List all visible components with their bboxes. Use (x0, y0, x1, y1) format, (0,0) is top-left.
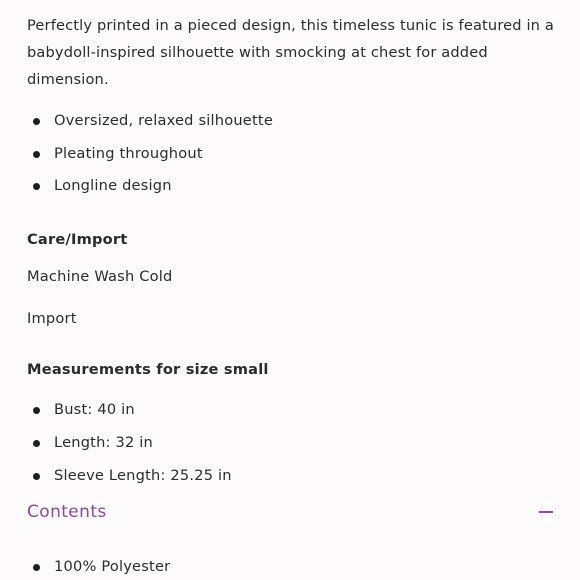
bullet-icon (33, 183, 40, 190)
contents-list (27, 556, 170, 578)
list-item (27, 465, 232, 487)
bullet-icon (33, 151, 40, 158)
contents-text: 100% Polyester (54, 558, 171, 575)
measurement-text: Length: 32 in (54, 434, 154, 451)
list-item (27, 399, 232, 421)
minus-icon[interactable] (539, 511, 553, 513)
bullet-icon (33, 440, 40, 447)
product-description: Perfectly printed in a pieced design, this timeless tunic is featured in a babydoll-inspired silhouette with smocking at chest for added dimension. (27, 17, 554, 88)
contents-accordion-header[interactable] (27, 499, 555, 525)
measurement-text: Sleeve Length: 25.25 in (54, 467, 232, 484)
list-item (27, 110, 273, 132)
contents-toggle-button[interactable]: Contents (27, 499, 107, 525)
measurements-heading: Measurements for size small (27, 361, 269, 378)
measurement-text: Bust: 40 in (54, 401, 135, 418)
care-heading: Care/Import (27, 231, 128, 248)
list-item (27, 175, 273, 197)
care-wash-text: Machine Wash Cold (27, 268, 173, 285)
list-item (27, 432, 232, 454)
measurements-list (27, 399, 232, 498)
list-item (27, 556, 170, 578)
feature-text: Oversized, relaxed silhouette (54, 112, 274, 129)
bullet-icon (33, 564, 40, 571)
care-import-text: Import (27, 310, 77, 327)
feature-text: Pleating throughout (54, 144, 203, 162)
list-item (27, 143, 273, 165)
bullet-icon (33, 473, 40, 480)
feature-text: Longline design (54, 177, 172, 194)
bullet-icon (33, 118, 40, 125)
bullet-icon (33, 407, 40, 414)
feature-list (27, 110, 273, 208)
